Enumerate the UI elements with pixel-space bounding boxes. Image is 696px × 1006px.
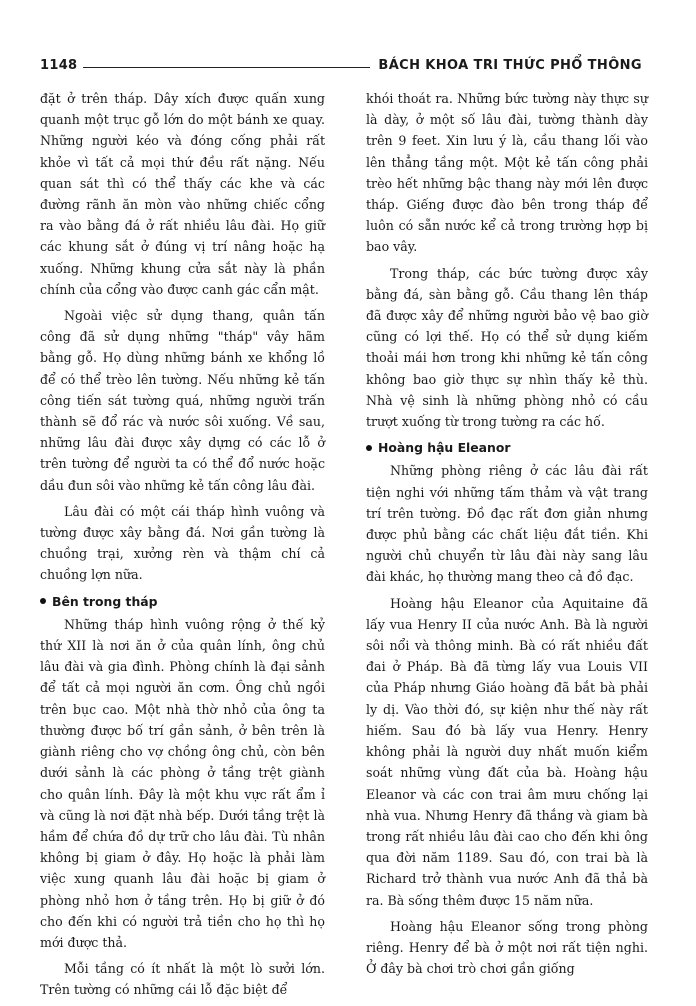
section-heading <box>366 437 648 458</box>
right-column <box>366 88 648 984</box>
bullet-icon <box>40 598 46 604</box>
section-heading <box>40 591 325 612</box>
left-column <box>40 88 325 1006</box>
section-heading-text: Bên trong tháp <box>52 593 158 609</box>
bullet-icon <box>366 445 372 451</box>
paragraph: Những phòng riêng ở các lâu đài rất tiện nghi với những tấm thảm và vật trang trí trên tường. Đồ đạc rất đơn giản nhưng được phủ bằng các chất liệu đắt tiền. Khi người chủ chuyển từ lâu đài này sang lâu đài khác, họ thường mang theo cả đồ đạc. <box>366 463 648 585</box>
section-heading-text: Hoàng hậu Eleanor <box>378 440 511 456</box>
paragraph: Lâu đài có một cái tháp hình vuông và tường được xây bằng đá. Nơi gần tường là chuồng trại, xưởng rèn và thậm chí cả chuồng lợn nữa. <box>40 503 325 583</box>
paragraph: Hoàng hậu Eleanor sống trong phòng riêng. Henry để bà ở một nơi rất tiện nghi. Ở đây bà chơi trò chơi gần giống <box>366 918 648 977</box>
book-title: BÁCH KHOA TRI THỨC PHỔ THÔNG <box>378 57 642 73</box>
page-number: 1148 <box>40 57 78 73</box>
paragraph: Hoàng hậu Eleanor của Aquitaine đã lấy vua Henry II của nước Anh. Bà là người sôi nổi và thông minh. Bà có rất nhiều đất đai ở Pháp. Bà đã từng lấy vua Louis VII của Pháp nhưng Giáo hoàng đã bắt bà phải ly dị. Vào thời đó, sự kiện như thế này rất hiếm. Sau đó bà lấy vua Henry. Henry không phải là người duy nhất muốn kiểm soát những vùng đất của bà. Hoàng hậu Eleanor và các con trai âm mưu chống lại nhà vua. Nhưng Henry đã thắng và giam bà trong rất nhiều lâu đài cao cho đến khi ông qua đời năm 1189. Sau đó, con trai bà là Richard trở thành vua nước Anh đã thả bà ra. Bà sống thêm được 15 năm nữa. <box>366 595 648 908</box>
page-header <box>40 54 642 76</box>
paragraph: Những tháp hình vuông rộng ở thế kỷ thứ XII là nơi ăn ở của quân lính, ông chủ lâu đài và gia đình. Phòng chính là đại sảnh để tất cả mọi người ăn cơm. Ông chủ ngồi trên bục cao. Một nhà thờ nhỏ của ông ta thường được bố trí gần sảnh, ở bên trên là giành riêng cho vợ chồng ông chủ, còn bên dưới sảnh là các phòng ở tầng trệt giành cho quân lính. Đây là một khu vực rất ẩm ỉ và cũng là nơi đặt nhà bếp. Dưới tầng trệt là hầm để chứa đồ dự trữ cho lâu đài. Tù nhân không bị giam ở đây. Họ hoặc là phải làm việc xung quanh lâu đài hoặc bị giam ở phòng nhỏ hơn ở tầng trên. Họ bị giữ ở đó cho đến khi có người trả tiền cho họ thì họ mới được thả. <box>40 616 325 950</box>
paragraph: khói thoát ra. Những bức tường này thực sự là dày, ở một số lâu đài, tường thành dày trên 9 feet. Xin lưu ý là, cầu thang lối vào lên thẳng tầng một. Một kẻ tấn công phải trèo hết những bậc thang này mới lên được tháp. Giếng được đào bên trong tháp để luôn có sẵn nước kể cả trong trường hợp bị bao vây. <box>366 91 648 255</box>
paragraph: đặt ở trên tháp. Dây xích được quấn xung quanh một trục gỗ lớn do một bánh xe quay. Những người kéo và đóng cống phải rất khỏe vì tất cả mọi thứ đều rất nặng. Nếu quan sát thì có thể thấy các khe và các đường rãnh ăn mòn vào những chiếc cổng ra vào bằng đá ở rất nhiều lâu đài. Họ giữ các khung sắt ở đúng vị trí nâng hoặc hạ xuống. Những khung cửa sắt này là phần chính của cổng vào được canh gác cẩn mật. <box>40 91 325 297</box>
header-rule <box>83 67 370 68</box>
paragraph: Trong tháp, các bức tường được xây bằng đá, sàn bằng gỗ. Cầu thang lên tháp đã được xây để những người bảo vệ bao giờ cũng có lợi thế. Họ có thể sử dụng kiếm thoải mái hơn trong khi những kẻ tấn công không bao giờ thực sự nhìn thấy kẻ thù. Nhà vệ sinh là những phòng nhỏ có cầu trượt xuống từ trong tường ra các hố. <box>366 265 648 430</box>
paragraph: Ngoài việc sử dụng thang, quân tấn công đã sử dụng những "tháp" vây hãm bằng gỗ. Họ dùng những bánh xe khổng lồ để có thể trèo lên tường. Nếu những kẻ tấn công tiến sát tường quá, những người trấn thành sẽ đổ rác và nước sôi xuống. Về sau, những lâu đài được xây dựng có các lỗ ở trên tường để người ta có thể đổ nước hoặc dầu đun sôi vào những kẻ tấn công lâu đài. <box>40 308 325 493</box>
paragraph: Mỗi tầng có ít nhất là một lò sưởi lớn. Trên tường có những cái lỗ đặc biệt để <box>40 961 325 998</box>
